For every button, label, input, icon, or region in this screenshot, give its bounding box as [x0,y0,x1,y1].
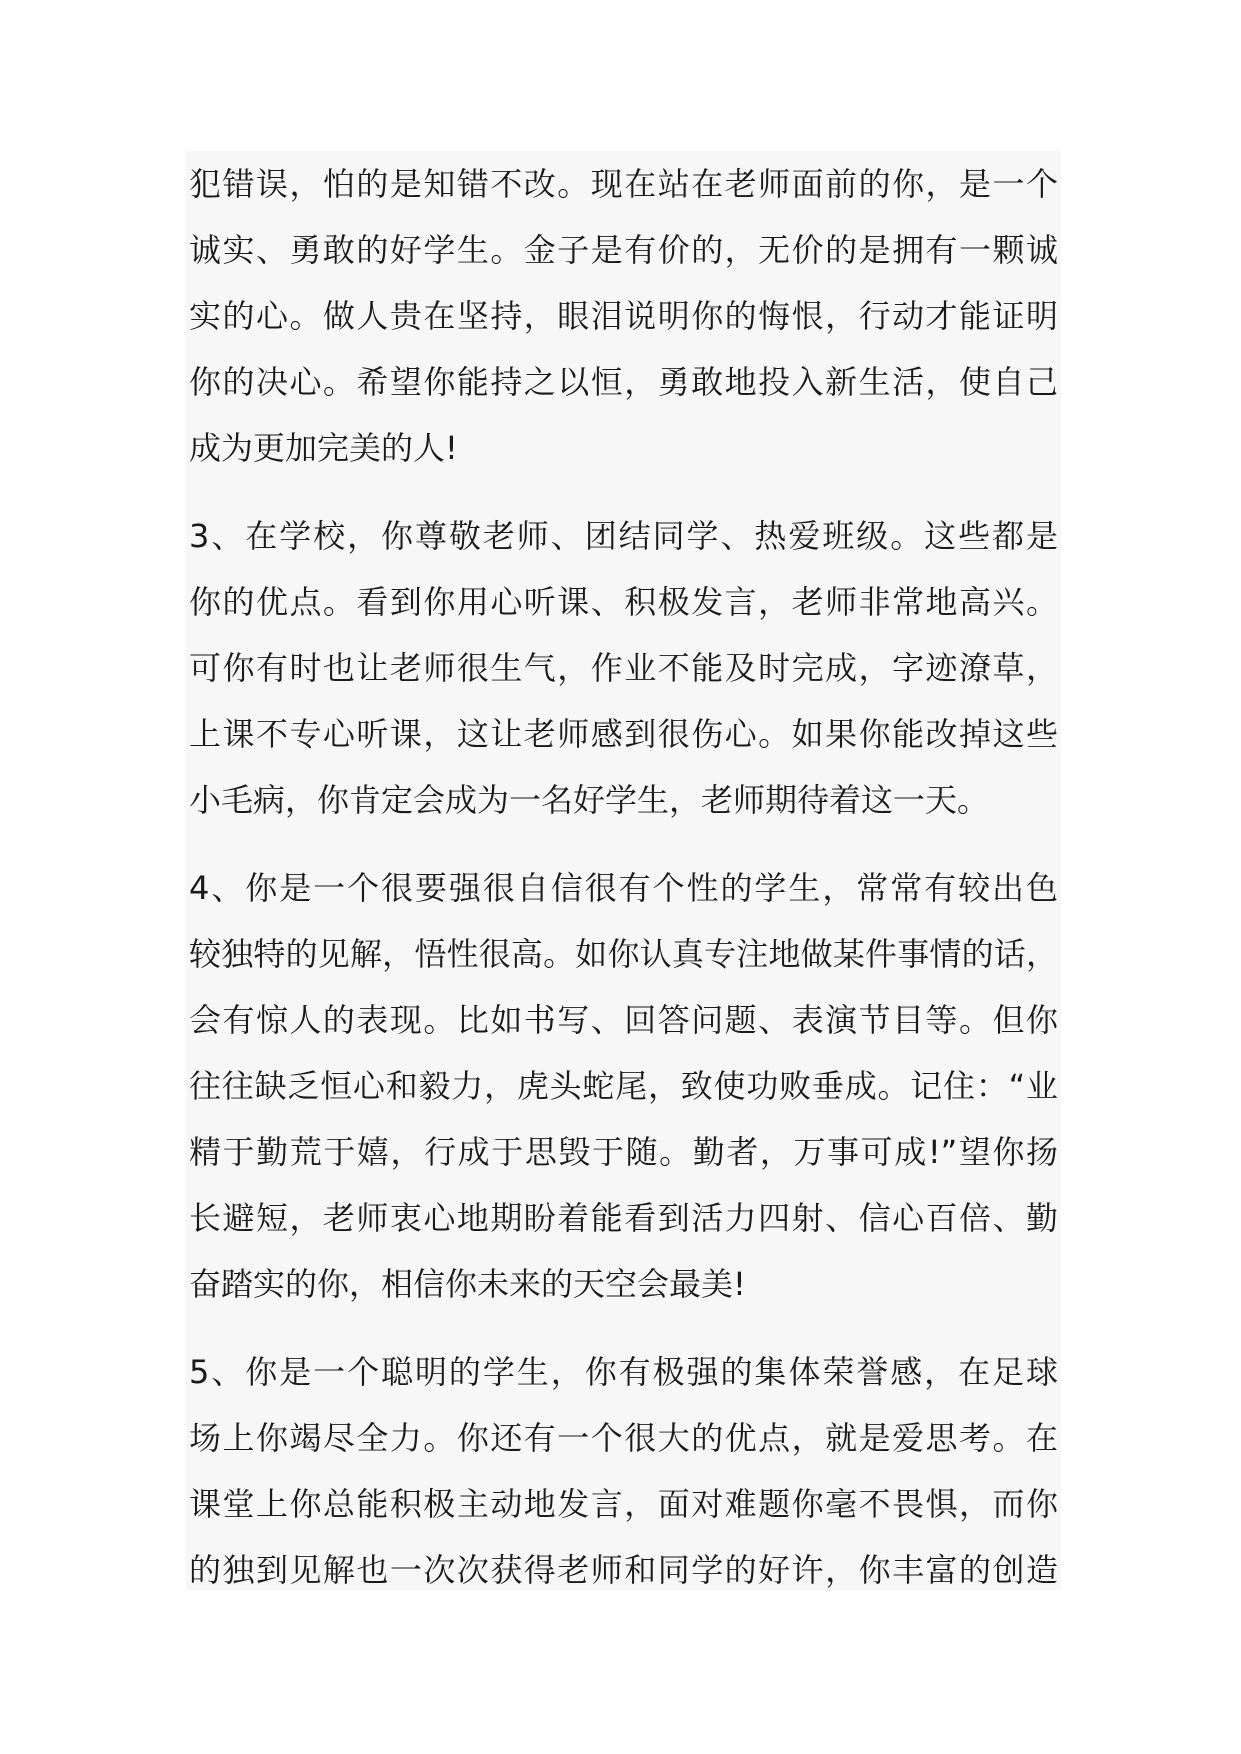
paragraph-spacer [186,1317,1061,1339]
text-line: 的独到见解也一次次获得老师和同学的好许，你丰富的创造 [189,1551,1058,1589]
text-line: 会有惊人的表现。比如书写、回答问题、表演节目等。但你 [189,1001,1058,1039]
text-line: 小毛病，你肯定会成为一名好学生，老师期待着这一天。 [189,781,990,819]
text-line: 课堂上你总能积极主动地发言，面对难题你毫不畏惧，而你 [189,1485,1058,1523]
text-line: 犯错误，怕的是知错不改。现在站在老师面前的你，是一个 [189,165,1058,203]
text-line: 5、你是一个聪明的学生，你有极强的集体荣誉感，在足球 [189,1353,1058,1391]
text-line: 成为更加完美的人! [189,429,458,467]
paragraph-3 [186,503,1061,833]
text-line: 诚实、勇敢的好学生。金子是有价的，无价的是拥有一颗诚 [189,231,1058,269]
text-line: 你的优点。看到你用心听课、积极发言，老师非常地高兴。 [189,583,1058,621]
text-line: 长避短，老师衷心地期盼着能看到活力四射、信心百倍、勤 [189,1199,1058,1237]
paragraph-4 [186,855,1061,1317]
text-line: 上课不专心听课，这让老师感到很伤心。如果你能改掉这些 [189,715,1058,753]
paragraph-spacer [186,481,1061,503]
text-line: 往往缺乏恒心和毅力，虎头蛇尾，致使功败垂成。记住：“业 [189,1067,1058,1105]
text-line: 奋踏实的你，相信你未来的天空会最美! [189,1265,746,1303]
paragraph-spacer [186,833,1061,855]
paragraph-5 [186,1339,1061,1603]
text-line: 场上你竭尽全力。你还有一个很大的优点，就是爱思考。在 [189,1419,1058,1457]
document-body [186,151,1061,1590]
paragraph-2-continued [186,151,1061,481]
text-line: 4、你是一个很要强很自信很有个性的学生，常常有较出色 [189,869,1058,907]
text-line: 可你有时也让老师很生气，作业不能及时完成，字迹潦草， [189,649,1058,687]
text-line: 实的心。做人贵在坚持，眼泪说明你的悔恨，行动才能证明 [189,297,1058,335]
text-line: 你的决心。希望你能持之以恒，勇敢地投入新生活，使自己 [189,363,1058,401]
text-line: 较独特的见解，悟性很高。如你认真专注地做某件事情的话， [189,935,1058,973]
text-line: 精于勤荒于嬉，行成于思毁于随。勤者，万事可成!”望你扬 [189,1133,1058,1171]
text-line: 3、在学校，你尊敬老师、团结同学、热爱班级。这些都是 [189,517,1058,555]
